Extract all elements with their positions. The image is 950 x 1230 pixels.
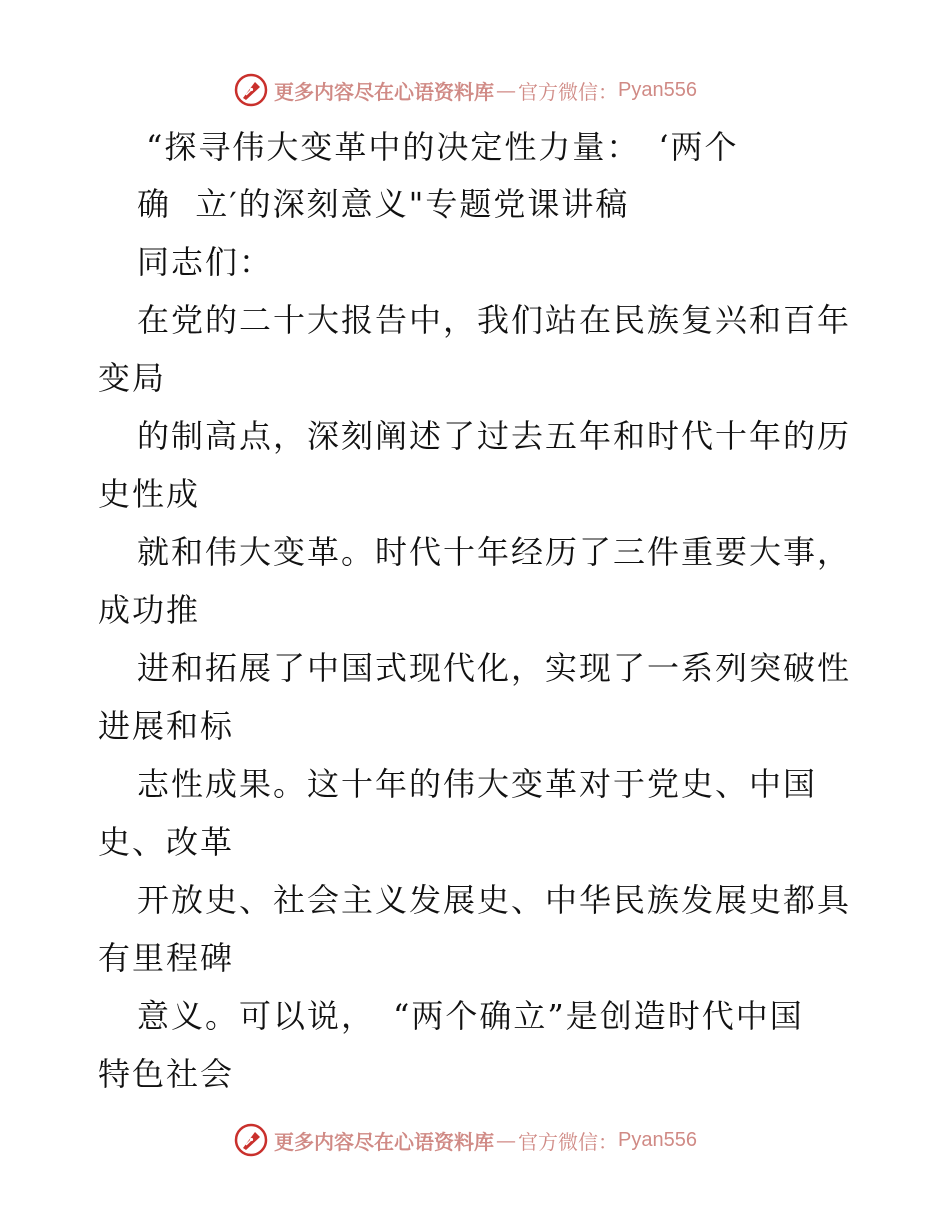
header-banner bbox=[234, 72, 697, 108]
banner-wechat-id: Pyan556 bbox=[618, 78, 697, 101]
banner-wechat-label: 官方微信： bbox=[518, 79, 618, 104]
banner-main-text: 更多内容尽在心语资料库 bbox=[274, 1129, 494, 1154]
paragraph-line: 史性成 bbox=[98, 475, 201, 513]
banner-wechat-label: 官方微信： bbox=[518, 1129, 618, 1154]
banner-main-text: 更多内容尽在心语资料库 bbox=[274, 79, 494, 104]
banner-dash: — bbox=[496, 1128, 516, 1152]
paragraph-line: 有里程碑 bbox=[98, 939, 235, 977]
pen-nib-logo-icon bbox=[234, 1123, 268, 1157]
title-line-2: 确 立′的深刻意义"专题党课讲稿 bbox=[137, 185, 630, 223]
banner-wechat-id: Pyan556 bbox=[618, 1128, 697, 1151]
paragraph-line: 变局 bbox=[98, 359, 167, 397]
paragraph-line: 在党的二十大报告中，我们站在民族复兴和百年 bbox=[137, 301, 852, 339]
paragraph-line: 进和拓展了中国式现代化，实现了一系列突破性 bbox=[137, 649, 852, 687]
title-line-1: “探寻伟大变革中的决定性力量： ‘两个 bbox=[146, 128, 739, 166]
paragraph-line: 就和伟大变革。时代十年经历了三件重要大事， bbox=[137, 533, 852, 571]
paragraph-line: 特色社会 bbox=[98, 1055, 235, 1093]
pen-nib-logo-icon bbox=[234, 73, 268, 107]
banner-dash: — bbox=[496, 78, 516, 102]
paragraph-line: 进展和标 bbox=[98, 707, 235, 745]
paragraph-line: 史、改革 bbox=[98, 823, 235, 861]
paragraph-line: 意义。可以说， “两个确立”是创造时代中国 bbox=[137, 997, 804, 1035]
salutation: 同志们： bbox=[137, 243, 274, 281]
footer-banner bbox=[234, 1122, 697, 1158]
paragraph-line: 的制高点，深刻阐述了过去五年和时代十年的历 bbox=[137, 417, 852, 455]
paragraph-line: 开放史、社会主义发展史、中华民族发展史都具 bbox=[137, 881, 852, 919]
paragraph-line: 志性成果。这十年的伟大变革对于党史、中国 bbox=[137, 765, 818, 803]
paragraph-line: 成功推 bbox=[98, 591, 201, 629]
